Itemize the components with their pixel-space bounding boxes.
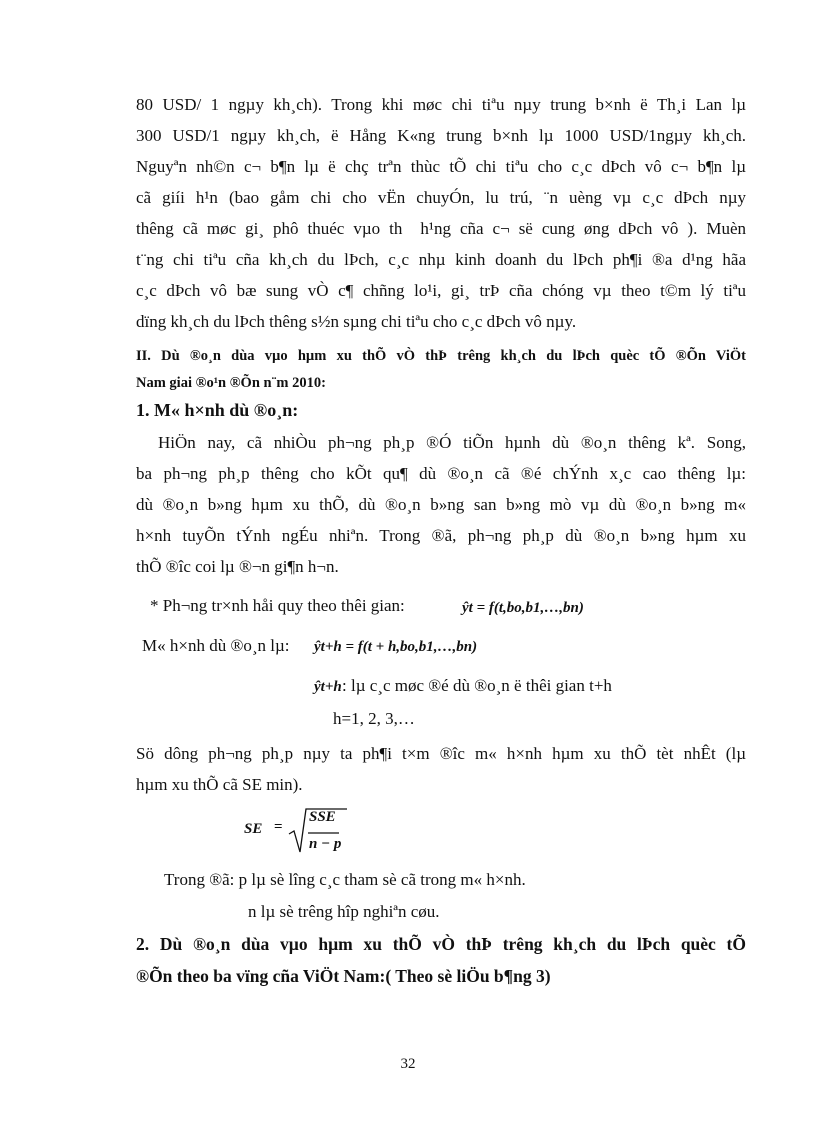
forecast-formula: ŷt+h = f(t + h,bo,b1,…,bn): [314, 639, 478, 655]
paragraph-line: thêng cã møc gi¸ phô thuéc vµo th h¹ng cña c¬ së cung øng dÞch vô ). Muèn: [136, 219, 746, 238]
paragraph-line: thÕ ®îc coi lµ ®¬n gi¶n h¬n.: [136, 557, 339, 576]
yhat-symbol: ŷt+h: [314, 679, 342, 695]
se-equals: =: [274, 819, 283, 835]
definition-n: n lµ sè trêng hîp nghiªn cøu.: [248, 902, 440, 921]
subheading-forecast: ®Õn theo ba vïng cña ViÖt Nam:( Theo sè liÖu b¶ng 3): [136, 966, 551, 986]
paragraph-line: 300 USD/1 ngµy kh¸ch, ë Hång K«ng trung b×nh lµ 1000 USD/1ngµy kh¸ch.: [136, 126, 746, 145]
regression-label: * Ph¬ng tr×nh håi quy theo thêi gian:: [150, 596, 405, 615]
regression-formula: ŷt = f(t,bo,b1,…,bn): [462, 600, 584, 616]
paragraph-line: dïng kh¸ch du lÞch thêng s½n sµng chi tiªu cho c¸c dÞch vô nµy.: [136, 312, 577, 331]
section-heading: II. Dù ®o¸n dùa vµo hµm xu thÕ vÒ thÞ trêng kh¸ch du lÞch quèc tÕ ®Õn ViÖt: [136, 348, 746, 364]
paragraph-line: HiÖn nay, cã nhiÒu ph¬ng ph¸p ®Ó tiÕn hµnh dù ®o¸n thêng kª. Song,: [158, 433, 746, 452]
h-values: h=1, 2, 3,…: [333, 709, 415, 728]
paragraph-line: h×nh tuyÕn tÝnh ngÉu nhiªn. Trong ®ã, ph¬ng ph¸p dù ®o¸n b»ng hµm xu: [136, 526, 746, 545]
paragraph-line: t¨ng chi tiªu cña kh¸ch du lÞch, c¸c nhµ kinh doanh du lÞch ph¶i ®a d¹ng hãa: [136, 250, 746, 269]
paragraph-line: Nguyªn nh©n c¬ b¶n lµ ë chç trªn thùc tÕ chi tiªu cho c¸c dÞch vô c¬ b¶n lµ: [136, 157, 746, 176]
se-numerator: SSE: [309, 809, 336, 825]
section-heading: Nam giai ®o¹n ®Õn n¨m 2010:: [136, 375, 326, 391]
page-number: 32: [400, 1056, 416, 1072]
paragraph-line: c¸c dÞch vô bæ sung vÒ c¶ chñng lo¹i, gi¸ trÞ cña chóng vµ theo t©m lý tiªu: [136, 281, 746, 300]
model-label: M« h×nh dù ®o¸n lµ:: [142, 636, 290, 655]
paragraph-line: 80 USD/ 1 ngµy kh¸ch). Trong khi møc chi tiªu nµy trung b×nh ë Th¸i Lan lµ: [136, 95, 746, 114]
yhat-description: : lµ c¸c møc ®é dù ®o¸n ë thêi gian t+h: [342, 676, 612, 695]
se-denominator: n − p: [309, 836, 342, 852]
se-lhs: SE: [244, 821, 263, 837]
paragraph-line: ba ph¬ng ph¸p thêng cho kÕt qu¶ dù ®o¸n cã ®é chÝnh x¸c cao thêng lµ:: [136, 464, 746, 483]
subheading-model: 1. M« h×nh dù ®o¸n:: [136, 400, 299, 420]
paragraph-line: dù ®o¸n b»ng hµm xu thÕ, dù ®o¸n b»ng san b»ng mò vµ dù ®o¸n b»ng m«: [136, 495, 746, 514]
paragraph-line: Sö dông ph¬ng ph¸p nµy ta ph¶i t×m ®îc m« h×nh hµm xu thÕ tèt nhÊt (lµ: [136, 744, 746, 763]
paragraph-line: cã giíi h¹n (bao gåm chi cho vËn chuyÓn, lu trú, ¨n uèng vµ c¸c dÞch nµy: [136, 188, 746, 207]
definition-p: Trong ®ã: p lµ sè lîng c¸c tham sè cã trong m« h×nh.: [164, 870, 526, 889]
paragraph-line: hµm xu thÕ cã SE min).: [136, 775, 303, 794]
subheading-forecast: 2. Dù ®o¸n dùa vµo hµm xu thÕ vÒ thÞ trêng kh¸ch du lÞch quèc tÕ: [136, 934, 746, 954]
